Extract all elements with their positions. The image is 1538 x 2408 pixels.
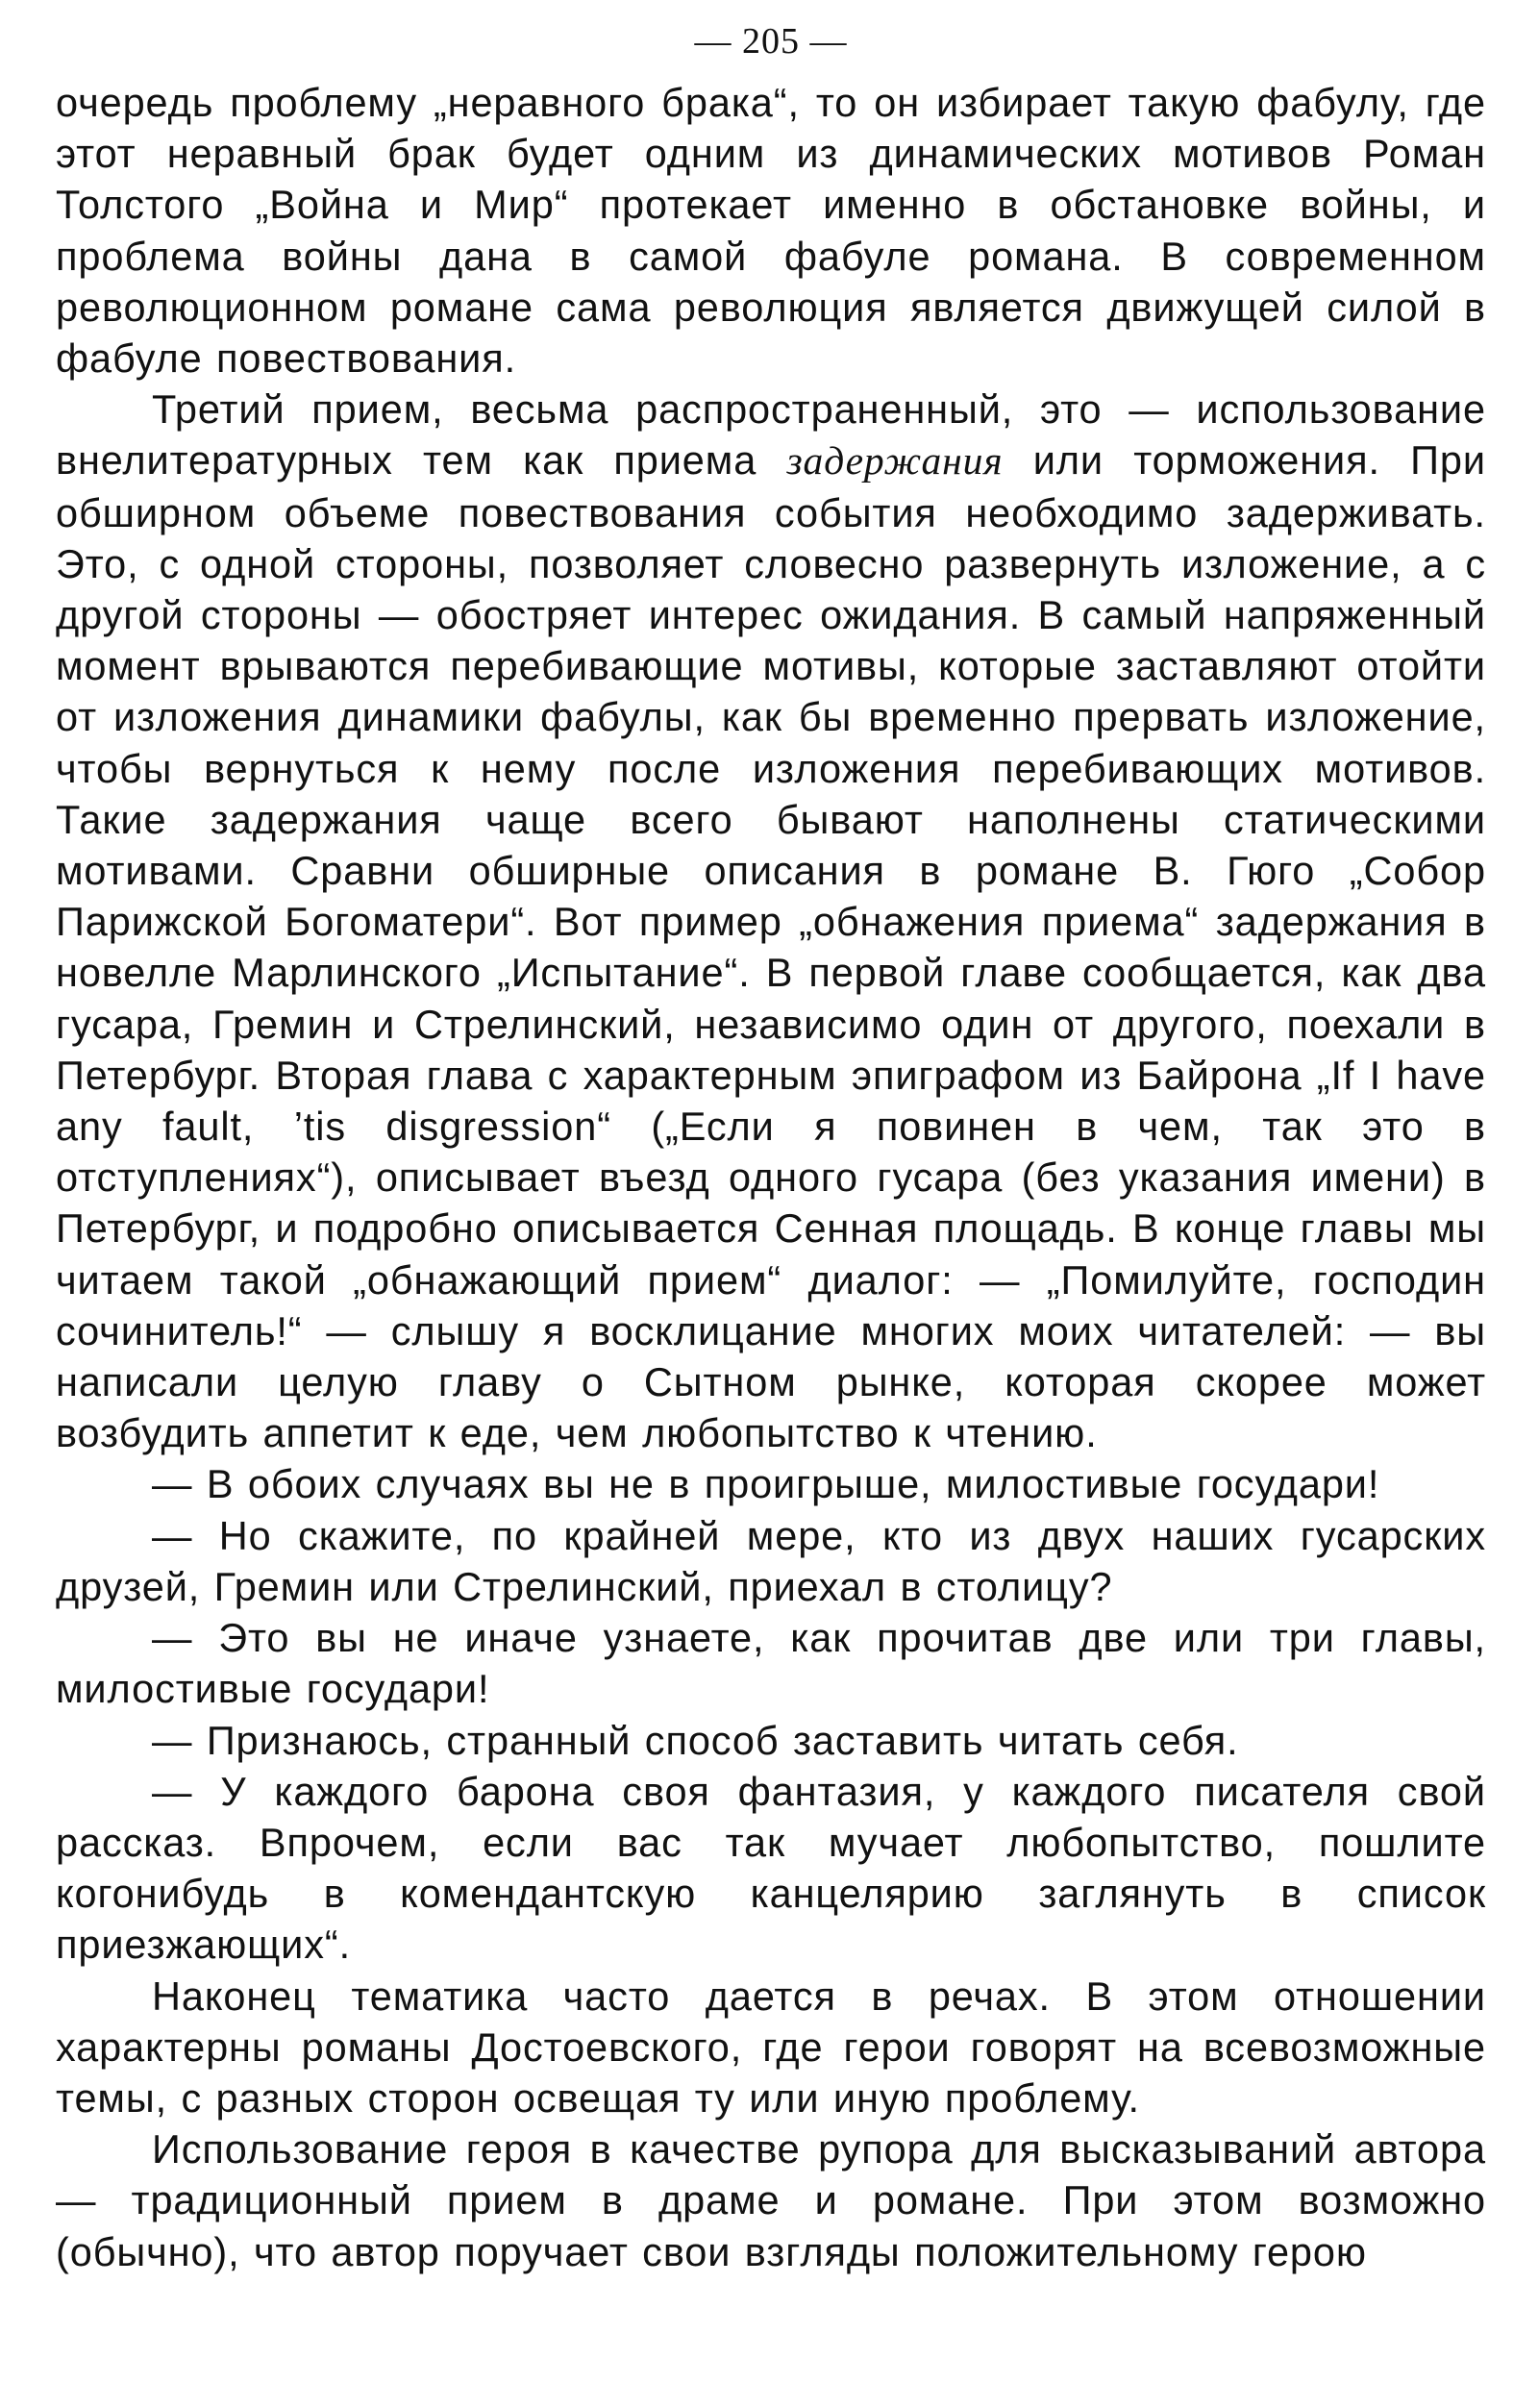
dialogue-line-3: — Это вы не иначе узнаете, как прочитав две или три главы, милостивые государи! [56, 1615, 1486, 1712]
paragraph-2-emphasis: задержания [786, 438, 1004, 484]
paragraph-speeches: Наконец тематика часто дается в речах. В этом отношении характерны романы Достоевского, где герои говорят на всевозможные темы, с разных сторон освещая ту или иную проблему. [56, 1973, 1486, 2121]
paragraph-2-text-before: Третий прием, весьма распространенный, это — использование внелитературных тем как приема [56, 386, 1486, 484]
paragraph-2 [56, 384, 1486, 1458]
dialogue-line-4: — Признаюсь, странный способ заставить читать себя. [152, 1717, 1239, 1763]
book-page [56, 13, 1486, 2277]
dialogue-line-2: — Но скажите, по крайней мере, кто из двух наших гусарских друзей, Гремин или Стрелинский, приехал в столицу? [56, 1512, 1486, 1609]
paragraph-2-text-after: или торможения. При обширном объеме повествования события необходимо задерживать. Это, с одной стороны, позволяет словесно развернуть изложение, а с другой стороны — обостряет интерес ожидания. В самый напряженный момент врываются перебивающие мотивы, которые заставляют отойти от изложения динамики фабулы, как бы временно прервать изложение, чтобы вернуться к нему после изложения перебивающих мотивов. Такие задержания чаще всего бывают наполнены статическими мотивами. Сравни обширные описания в романе В. Гюго „Собор Парижской Богоматери“. Вот пример „обнажения приема“ задержания в новелле Марлинского „Испытание“. В первой главе сообщается, как два гусара, Гремин и Стрелинский, независимо один от другого, поехали в Петербург. Вторая глава с характерным эпиграфом из Байрона „If I have any fault, ’tis disgression“ („Если я повинен в чем, так это в отступлениях“), описывает въезд одного гусара (без указания имени) в Петербург, и подробно описывается Сенная площадь. В конце главы мы читаем такой „обнажающий прием“ диалог: — „Помилуйте, господин сочинитель!“ — слышу я восклицание многих моих читателей: — вы написали целую главу о Сытном рынке, которая скорее может возбудить аппетит к еде, чем любопытство к чтению. [56, 437, 1486, 1456]
page-number: — 205 — [694, 21, 848, 62]
dialogue-line-1: — В обоих случаях вы не в проигрыше, милостивые государи! [152, 1461, 1380, 1507]
paragraph-hero-mouthpiece: Использование героя в качестве рупора для высказываний автора — традиционный прием в драме и романе. При этом возможно (обычно), что автор поручает свои взгляды положительному герою [56, 2126, 1486, 2274]
paragraph-1: очередь проблему „неравного брака“, то он избирает такую фабулу, где этот неравный брак будет одним из динамических мотивов Роман Толстого „Война и Мир“ протекает именно в обстановке войны, и проблема войны дана в самой фабуле романа. В современном революционном романе сама революция является движущей силой в фабуле повествования. [56, 80, 1486, 382]
dialogue-line-5: — У каждого барона своя фантазия, у каждого писателя свой рассказ. Впрочем, если вас так мучает любопытство, пошлите когонибудь в комендантскую канцелярию заглянуть в список приезжающих“. [56, 1768, 1486, 1968]
